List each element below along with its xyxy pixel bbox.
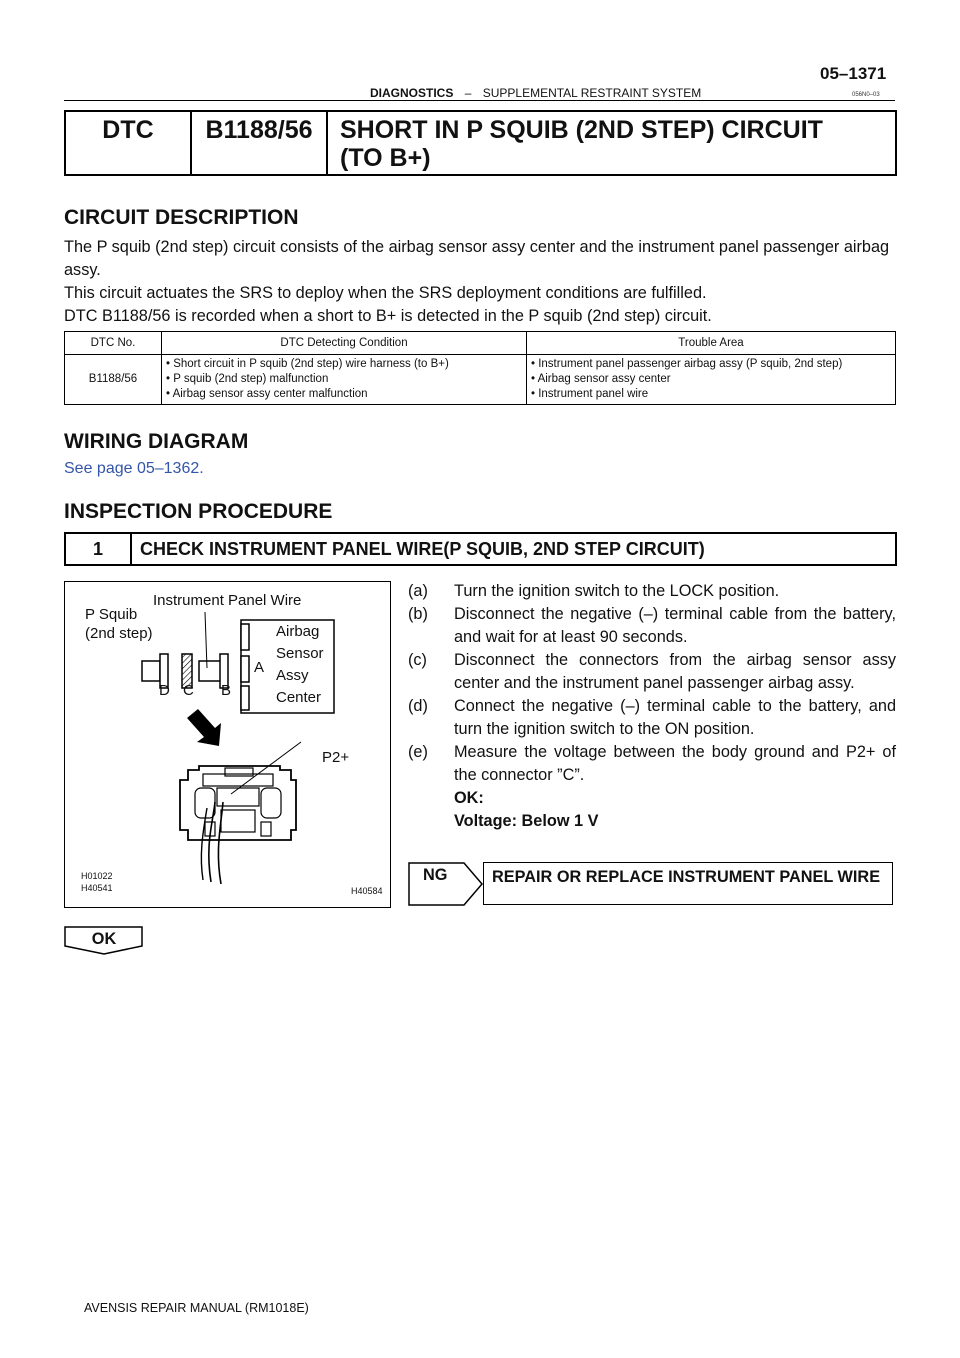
label-sensor-sensor: Sensor	[276, 645, 324, 662]
label-2nd-step: (2nd step)	[85, 625, 153, 642]
step-label: (e)	[408, 743, 428, 761]
circuit-description-p1: The P squib (2nd step) circuit consists of the airbag sensor assy center and the instrument panel passenger airbag assy.	[64, 238, 890, 279]
table-row	[65, 355, 896, 405]
dtc-title-line2: (TO B+)	[340, 144, 431, 172]
label-c: C	[183, 682, 194, 699]
label-d: D	[159, 682, 170, 699]
connector-d	[142, 661, 160, 681]
instruction-list	[408, 580, 896, 833]
dtc-code: B1188/56	[192, 112, 328, 174]
connector-figure	[64, 581, 391, 908]
list-item	[408, 695, 896, 741]
circuit-description-p2: This circuit actuates the SRS to deploy when the SRS deployment conditions are fulfilled.	[64, 284, 707, 302]
step-text: Measure the voltage between the body ground and P2+ of the connector ”C”.	[454, 743, 896, 784]
list-item	[408, 741, 896, 787]
table-header: DTC Detecting Condition	[162, 332, 527, 355]
step-label: (c)	[408, 651, 427, 669]
footer-manual-title: AVENSIS REPAIR MANUAL (RM1018E)	[84, 1301, 309, 1315]
connector-body	[180, 766, 296, 840]
list-item	[408, 649, 896, 695]
circuit-description-heading: CIRCUIT DESCRIPTION	[64, 206, 299, 229]
dtc-title-box	[64, 110, 897, 176]
table-cell-conditions	[162, 355, 527, 405]
ng-action-box: REPAIR OR REPLACE INSTRUMENT PANEL WIRE	[483, 862, 893, 905]
step-label: (b)	[408, 605, 428, 623]
step-text: Turn the ignition switch to the LOCK position.	[454, 582, 780, 600]
table-cell-dtc-no: B1188/56	[65, 355, 162, 405]
condition-item: • P squib (2nd step) malfunction	[166, 373, 329, 385]
section-main: DIAGNOSTICS	[370, 86, 454, 100]
dtc-table	[64, 331, 896, 405]
list-item	[408, 580, 896, 603]
area-item: • Instrument panel wire	[531, 388, 649, 400]
step-title: CHECK INSTRUMENT PANEL WIRE(P SQUIB, 2ND STEP CIRCUIT)	[140, 538, 705, 559]
step-label: (d)	[408, 697, 428, 715]
label-b: B	[221, 682, 232, 699]
section-separator: –	[464, 86, 472, 100]
ok-tab-label: OK	[91, 930, 117, 948]
step-text: Connect the negative (–) terminal cable to the battery, and turn the ignition switch to the ON position.	[454, 697, 896, 738]
step-text: Disconnect the connectors from the airbag sensor assy center and the instrument panel passenger airbag assy.	[454, 651, 896, 692]
table-cell-areas	[527, 355, 896, 405]
label-p2-plus: P2+	[322, 749, 350, 766]
area-item: • Airbag sensor assy center	[531, 373, 671, 385]
table-header-row	[65, 332, 896, 355]
table-header: DTC No.	[65, 332, 162, 355]
section-header	[370, 86, 701, 100]
dtc-label: DTC	[66, 112, 192, 174]
doc-code: 056N0–03	[852, 92, 880, 98]
page-number: 05–1371	[820, 64, 887, 83]
label-sensor-assy: Assy	[276, 667, 309, 684]
direction-arrow	[187, 709, 221, 746]
figure-code-1: H01022	[81, 871, 113, 881]
figure-code-2: H40541	[81, 883, 113, 893]
dtc-title	[328, 112, 895, 174]
circuit-description-p3: DTC B1188/56 is recorded when a short to B+ is detected in the P squib (2nd step) circuit.	[64, 307, 712, 325]
dtc-title-line1: SHORT IN P SQUIB (2ND STEP) CIRCUIT	[340, 116, 823, 144]
ok-label: OK:	[454, 789, 484, 807]
table-header: Trouble Area	[527, 332, 896, 355]
inspection-procedure-heading: INSPECTION PROCEDURE	[64, 500, 333, 523]
condition-item: • Airbag sensor assy center malfunction	[166, 388, 368, 400]
header-rule	[64, 100, 895, 101]
label-sensor-center: Center	[276, 689, 322, 706]
ok-voltage-spec: Voltage: Below 1 V	[454, 812, 599, 830]
label-p-squib: P Squib	[85, 606, 138, 623]
list-item	[408, 603, 896, 649]
step-header	[64, 532, 897, 566]
label-instrument-panel-wire: Instrument Panel Wire	[153, 592, 302, 609]
ng-label: NG	[423, 866, 448, 884]
section-sub: SUPPLEMENTAL RESTRAINT SYSTEM	[482, 86, 702, 100]
area-item: • Instrument panel passenger airbag assy (P squib, 2nd step)	[531, 358, 843, 370]
wiring-diagram-heading: WIRING DIAGRAM	[64, 430, 249, 453]
step-number: 1	[66, 534, 132, 564]
figure-code-3: H40584	[351, 886, 383, 896]
condition-item: • Short circuit in P squib (2nd step) wire harness (to B+)	[166, 358, 449, 370]
step-label: (a)	[408, 582, 428, 600]
wiring-page-link[interactable]: See page 05–1362.	[64, 460, 204, 477]
label-a: A	[254, 659, 265, 676]
step-text: Disconnect the negative (–) terminal cable from the battery, and wait for at least 90 seconds.	[454, 605, 896, 646]
label-sensor-airbag: Airbag	[276, 623, 320, 640]
